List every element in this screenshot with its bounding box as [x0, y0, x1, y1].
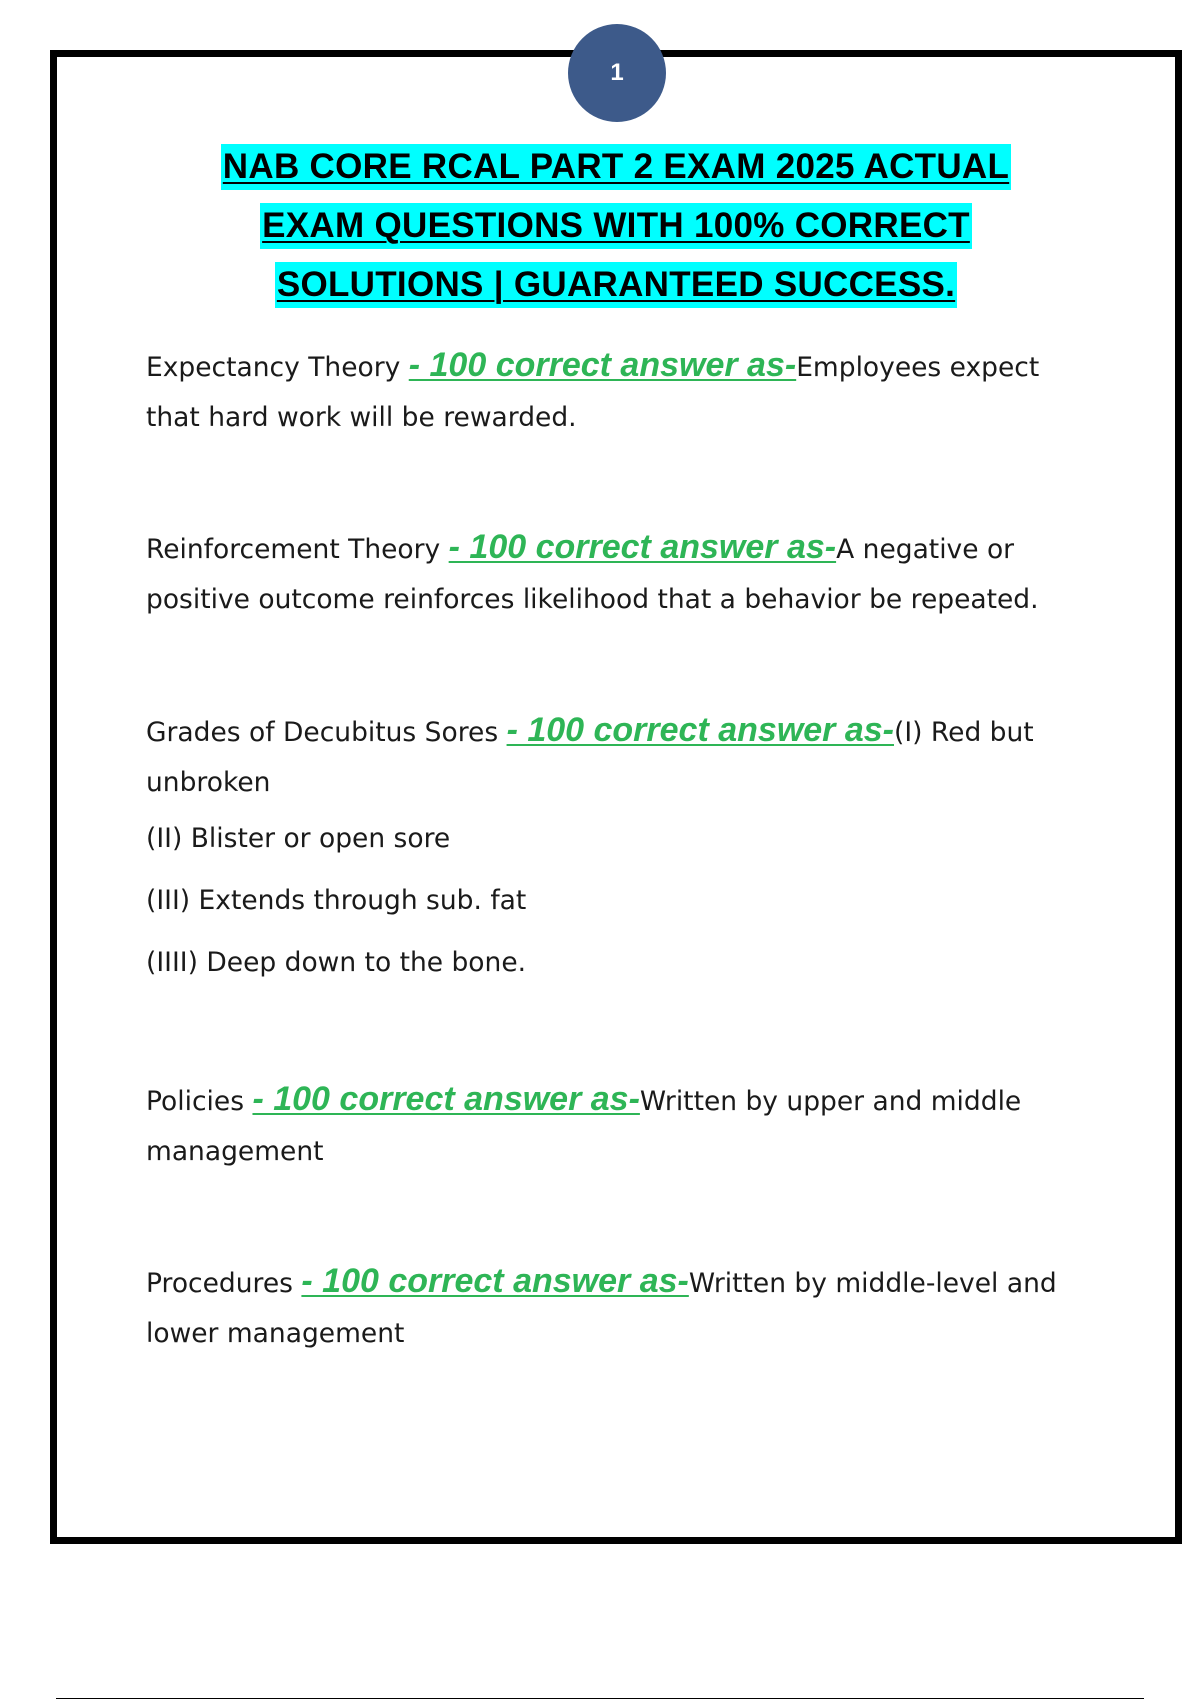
qa-term: Expectancy Theory	[146, 352, 401, 383]
answer-marker: - 100 correct answer as-	[301, 1262, 689, 1300]
answer-marker: - 100 correct answer as-	[252, 1080, 640, 1118]
qa-answer: (I) Red but unbroken	[146, 717, 1034, 798]
qa-term: Reinforcement Theory	[146, 534, 441, 565]
qa-item	[146, 705, 1086, 994]
page-number: 1	[610, 59, 624, 86]
qa-paragraph	[146, 1074, 1086, 1177]
qa-term: Policies	[146, 1086, 245, 1117]
qa-extra-line: (III) Extends through sub. fat	[146, 885, 527, 916]
title-line-2: EXAM QUESTIONS WITH 100% CORRECT	[260, 203, 972, 249]
qa-paragraph	[146, 340, 1086, 443]
qa-extra-line: (IIII) Deep down to the bone.	[146, 947, 527, 978]
title-line-1: NAB CORE RCAL PART 2 EXAM 2025 ACTUAL	[221, 144, 1011, 190]
qa-item	[146, 522, 1086, 625]
qa-answer: A negative or positive outcome reinforces likelihood that a behavior be repeated.	[146, 534, 1039, 615]
answer-marker: - 100 correct answer as-	[448, 528, 837, 566]
qa-item	[146, 1074, 1086, 1177]
title-line-3: SOLUTIONS | GUARANTEED SUCCESS.	[275, 262, 957, 308]
footer-rule	[56, 1698, 1144, 1699]
qa-term: Grades of Decubitus Sores	[146, 717, 499, 748]
qa-item	[146, 1256, 1086, 1359]
qa-extra-line: (II) Blister or open sore	[146, 823, 451, 854]
qa-answer: Employees expect that hard work will be rewarded.	[146, 352, 1040, 433]
qa-term: Procedures	[146, 1268, 293, 1299]
qa-paragraph	[146, 705, 1086, 808]
answer-marker: - 100 correct answer as-	[506, 711, 894, 749]
page-number-badge	[568, 24, 666, 122]
answer-marker: - 100 correct answer as-	[408, 346, 797, 384]
qa-answer: Written by middle-level and lower management	[146, 1268, 1057, 1349]
qa-paragraph	[146, 1256, 1086, 1359]
qa-answer: Written by upper and middle management	[146, 1086, 1022, 1167]
qa-item	[146, 340, 1086, 443]
qa-paragraph	[146, 522, 1086, 625]
document-title	[100, 144, 1132, 321]
